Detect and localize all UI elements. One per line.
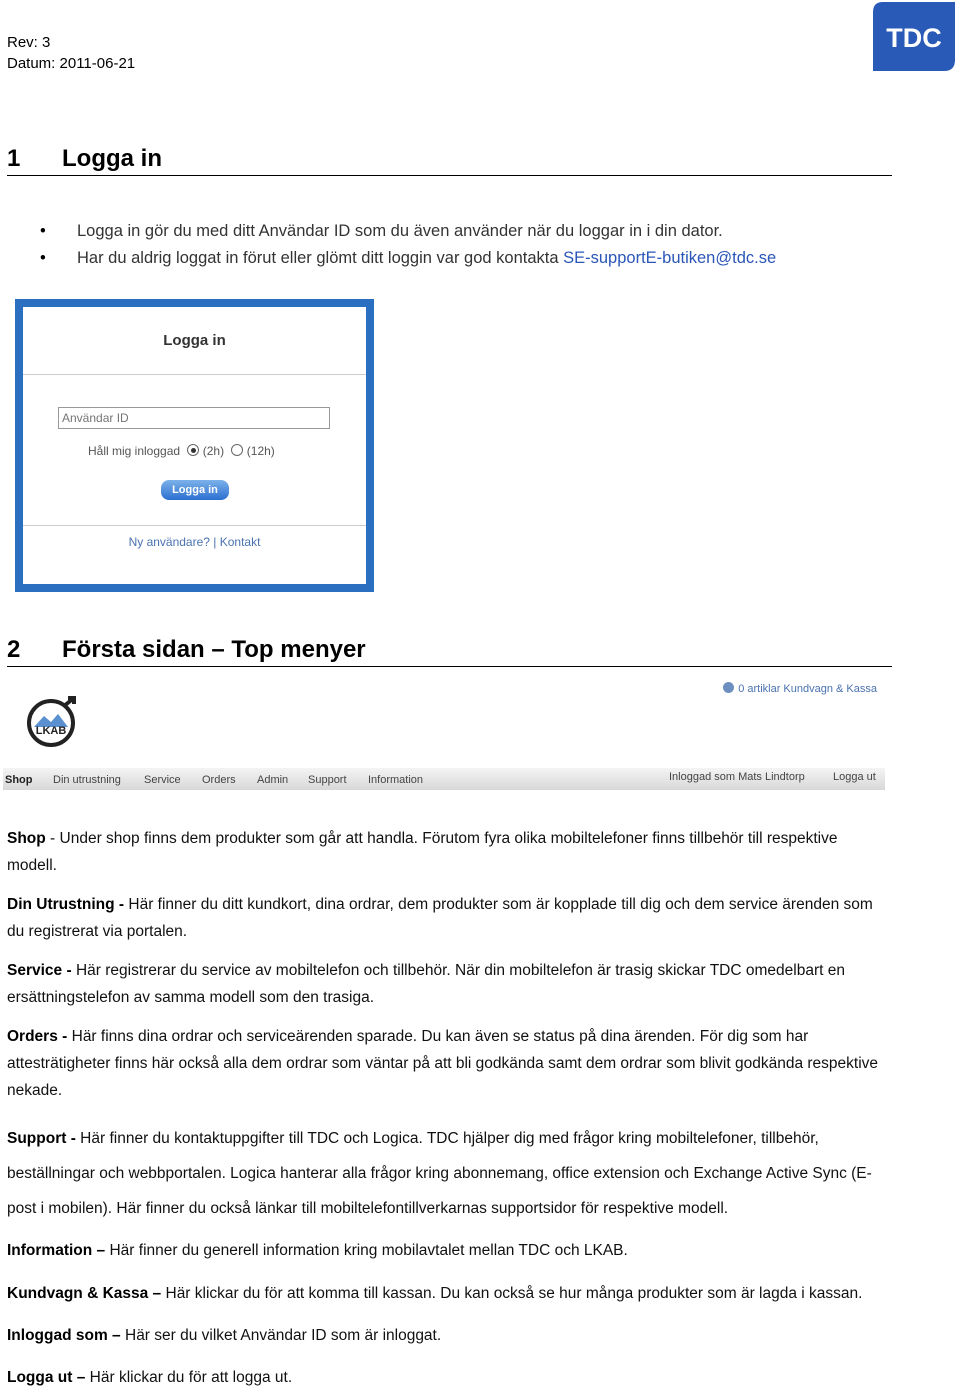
description-inloggad-som: Inloggad som – Här ser du vilket Användar ID som är inloggat. <box>7 1327 442 1344</box>
cart-icon <box>723 682 734 693</box>
radio-12h[interactable] <box>231 444 243 456</box>
menu-item-din-utrustning[interactable]: Din utrustning <box>53 774 121 786</box>
remember-label: Håll mig inloggad <box>88 444 181 458</box>
list-item: • Logga in gör du med ditt Användar ID som du även använder när du loggar in i din dator. <box>0 218 776 245</box>
login-button[interactable]: Logga in <box>161 480 229 500</box>
menu-item-orders[interactable]: Orders <box>202 774 236 786</box>
section-title: Första sidan – Top menyer <box>62 636 366 663</box>
login-title: Logga in <box>163 332 226 349</box>
top-menu-screenshot <box>3 678 885 790</box>
section-title: Logga in <box>62 145 162 172</box>
section-2-heading <box>7 636 892 667</box>
login-links[interactable]: Ny användare? | Kontakt <box>128 535 261 549</box>
top-menu-bar <box>3 768 885 790</box>
menu-item-support[interactable]: Support <box>308 774 347 786</box>
description-shop: Shop - Under shop finns dem produkter som går att handla. Förutom fyra olika mobiltelefoner finns tillbehör till respektive modell. <box>7 830 838 874</box>
description-kundvagn: Kundvagn & Kassa – Här klickar du för att komma till kassan. Du kan också se hur många produkter som är lagda i kassan. <box>7 1285 863 1302</box>
menu-item-information[interactable]: Information <box>368 774 424 786</box>
radio-2h[interactable] <box>187 444 199 456</box>
svg-text:LKAB: LKAB <box>35 725 67 737</box>
support-email-link[interactable]: SE-supportE-butiken@tdc.se <box>563 249 777 267</box>
cart-link[interactable] <box>723 682 877 695</box>
menu-item-service[interactable]: Service <box>144 774 181 786</box>
description-support: Support - Här finner du kontaktuppgifter till TDC och Logica. TDC hjälper dig med frågor kring mobiltelefoner, tillbehör, beställningar och webbportalen. Logica hanterar alla frågor kring abonnemang, office extension och Exchange Active Sync (E-post i mobilen). Här finner du också länkar till mobiltelefontillverkarnas supportsidor för respektive modell. <box>7 1130 872 1217</box>
tdc-logo <box>873 2 955 71</box>
description-din-utrustning: Din Utrustning - Här finner du ditt kundkort, dina ordrar, dem produkter som är kopplade till dig och dem service ärenden som du registrerat via portalen. <box>7 896 873 940</box>
date: Datum: 2011-06-21 <box>7 55 136 72</box>
description-orders: Orders - Här finns dina ordrar och serviceärenden sparade. Du kan även se status på dina ärenden. För dig som har attesträtigheter finns här också alla dem ordrar som väntar på att bli godkända samt dem ordrar som blivit godkända respektive nekade. <box>7 1028 879 1099</box>
description-logga-ut: Logga ut – Här klickar du för att logga ut. <box>7 1369 293 1386</box>
revision: Rev: 3 <box>7 34 51 51</box>
logout-link[interactable]: Logga ut <box>833 771 876 783</box>
section-number: 1 <box>7 145 21 172</box>
lkab-logo <box>26 694 80 748</box>
remember-me <box>88 444 275 458</box>
divider <box>23 374 366 375</box>
menu-item-admin[interactable]: Admin <box>257 774 289 786</box>
svg-text:TDC: TDC <box>886 23 942 53</box>
menu-item-shop[interactable]: Shop <box>5 774 33 786</box>
cart-label: 0 artiklar Kundvagn & Kassa <box>738 683 877 695</box>
section-number: 2 <box>7 636 21 663</box>
description-information: Information – Här finner du generell information kring mobilavtalet mellan TDC och LKAB. <box>7 1242 628 1259</box>
section-1-heading <box>7 145 892 176</box>
radio-12h-label: (12h) <box>246 444 275 458</box>
description-service: Service - Här registrerar du service av mobiltelefon och tillbehör. När din mobiltelefon är trasig skickar TDC omedelbart en ersättningstelefon av samma modell som den trasiga. <box>7 962 845 1006</box>
username-input[interactable] <box>58 407 330 429</box>
list-item: • Har du aldrig loggat in förut eller glömt ditt loggin var god kontakta SE-supportE-butiken@tdc.se <box>0 245 776 272</box>
login-panel <box>23 307 366 584</box>
radio-2h-label: (2h) <box>202 444 225 458</box>
login-screenshot <box>15 299 374 592</box>
login-instructions <box>0 218 776 272</box>
divider <box>23 525 366 526</box>
logged-in-as: Inloggad som Mats Lindtorp <box>669 771 805 783</box>
